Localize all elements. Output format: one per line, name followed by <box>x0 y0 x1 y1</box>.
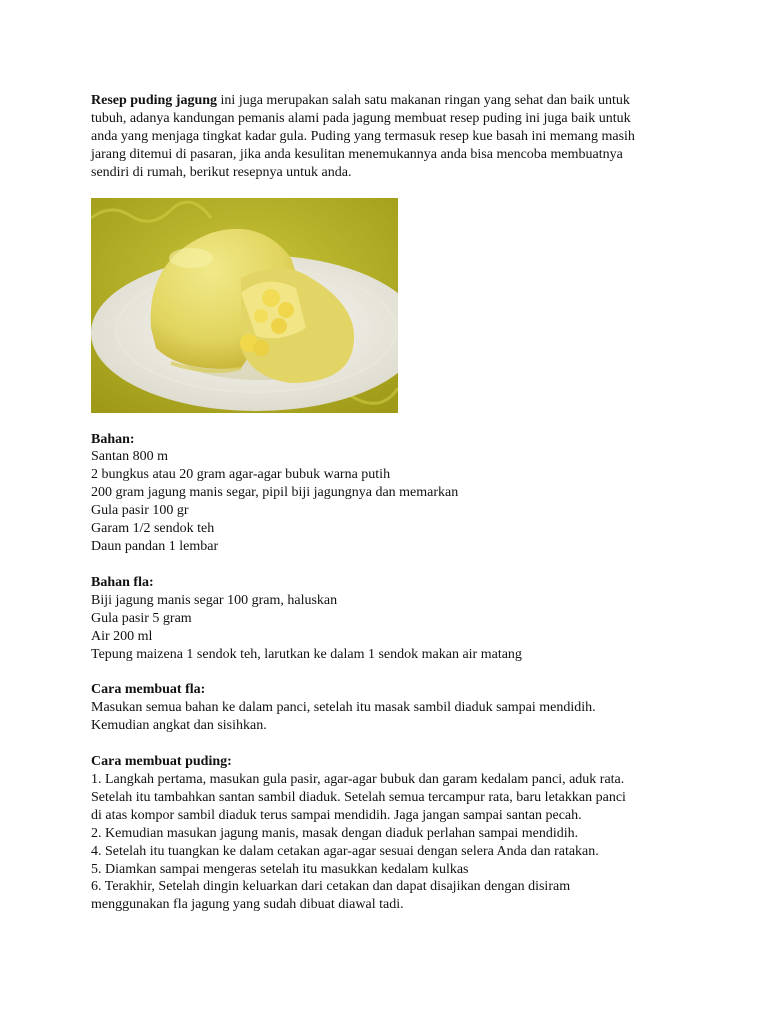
cara-puding-line: 4. Setelah itu tuangkan ke dalam cetakan agar-agar sesuai dengan selera Anda dan ratakan. <box>91 843 599 859</box>
bahan-fla-section <box>91 574 691 664</box>
cara-puding-line: 1. Langkah pertama, masukan gula pasir, agar-agar bubuk dan garam kedalam panci, aduk rata. <box>91 772 625 788</box>
intro-line: tubuh, adanya kandungan pemanis alami pada jagung membuat resep puding ini juga baik untuk <box>91 110 631 126</box>
bahan-fla-item: Air 200 ml <box>91 628 153 644</box>
cara-puding-line: di atas kompor sambil diaduk terus sampai mendidih. Jaga jangan sampai santan pecah. <box>91 807 582 823</box>
bahan-item: Gula pasir 100 gr <box>91 503 189 519</box>
intro-paragraph <box>91 92 691 182</box>
bahan-fla-title: Bahan fla: <box>91 574 154 590</box>
intro-line-text: ini juga merupakan salah satu makanan ringan yang sehat dan baik untuk <box>217 93 630 108</box>
corn-pudding-photo <box>91 198 398 413</box>
cara-fla-line: Kemudian angkat dan sisihkan. <box>91 718 267 734</box>
bahan-fla-item: Tepung maizena 1 sendok teh, larutkan ke dalam 1 sendok makan air matang <box>91 646 522 662</box>
bahan-fla-item: Gula pasir 5 gram <box>91 610 192 626</box>
intro-line <box>91 92 691 110</box>
cara-puding-line: 6. Terakhir, Setelah dingin keluarkan dari cetakan dan dapat disajikan dengan disiram <box>91 879 571 895</box>
document-content <box>91 92 691 932</box>
bahan-section <box>91 431 691 556</box>
corn-kernel <box>262 289 280 307</box>
cara-fla-section <box>91 681 691 735</box>
corn-kernel <box>271 318 287 334</box>
corn-kernel <box>254 309 268 323</box>
corn-kernel <box>253 340 269 356</box>
cara-puding-line: menggunakan fla jagung yang sudah dibuat diawal tadi. <box>91 897 404 913</box>
bahan-item: 2 bungkus atau 20 gram agar-agar bubuk warna putih <box>91 467 391 483</box>
bahan-item: Daun pandan 1 lembar <box>91 538 219 554</box>
cara-fla-line: Masukan semua bahan ke dalam panci, setelah itu masak sambil diaduk sampai mendidih. <box>91 700 596 716</box>
cara-puding-line: 2. Kemudian masukan jagung manis, masak dengan diaduk perlahan sampai mendidih. <box>91 825 579 841</box>
bahan-fla-item: Biji jagung manis segar 100 gram, haluskan <box>91 592 338 608</box>
bahan-item: Garam 1/2 sendok teh <box>91 521 215 537</box>
corn-pudding-illustration <box>91 198 398 413</box>
cara-puding-line: Setelah itu tambahkan santan sambil diaduk. Setelah semua tercampur rata, baru letakkan panci <box>91 789 626 805</box>
cara-puding-line: 5. Diamkan sampai mengeras setelah itu masukkan kedalam kulkas <box>91 861 469 877</box>
intro-line: jarang ditemui di pasaran, jika anda kesulitan menemukannya anda bisa mencoba membuatnya <box>91 146 623 162</box>
corn-kernel <box>278 302 294 318</box>
intro-line: sendiri di rumah, berikut resepnya untuk anda. <box>91 164 352 180</box>
bahan-item: Santan 800 m <box>91 449 168 465</box>
cara-puding-section <box>91 753 691 914</box>
bahan-title: Bahan: <box>91 431 135 447</box>
intro-lead-bold: Resep puding jagung <box>91 93 218 108</box>
bahan-item: 200 gram jagung manis segar, pipil biji jagungnya dan memarkan <box>91 485 459 501</box>
intro-line: anda yang menjaga tingkat kadar gula. Puding yang termasuk resep kue basah ini memang masih <box>91 128 635 144</box>
cara-puding-title: Cara membuat puding: <box>91 754 232 770</box>
cara-fla-title: Cara membuat fla: <box>91 682 206 698</box>
